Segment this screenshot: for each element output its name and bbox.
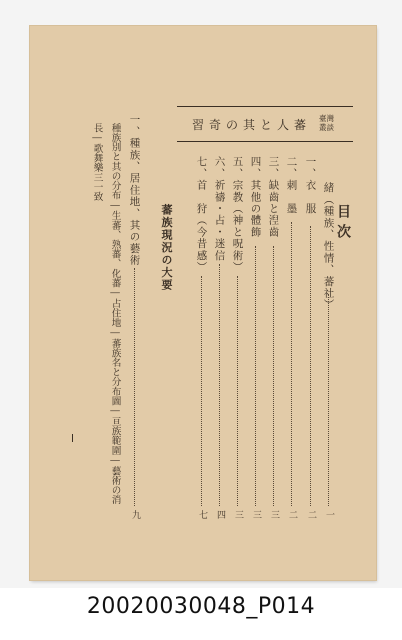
section-item-title: 一、種族、居住地、其の藝術 [128,114,141,267]
toc-page-clothing: 二 [306,510,316,519]
book-title: 蕃人と其の奇習 [191,118,311,132]
toc-entry-tattoo: 二、刺 墨 [285,156,298,215]
series-name [319,114,345,132]
series-name-line-1: 臺灣 [319,114,334,123]
book-page [30,26,376,580]
toc-leader-religion [237,276,238,506]
toc-entry-headhunting: 七、首 狩（今昔感） [195,156,208,273]
section-heading: 蕃族現況の大要 [160,204,173,292]
toc-page-headhunting: 七 [197,510,207,519]
section-leader [134,268,135,506]
stray-mark [72,434,73,442]
contents-heading: 目次 [335,204,351,244]
section-item-detail: 種族別と其の分布―生蕃、熟蕃、化蕃―占住地―蕃族名と分布圖―亘族範圍―藝術の消 [109,123,121,505]
toc-page-intro: 一 [324,510,334,519]
toc-entry-prayer: 六、祈禱・占・迷信 [213,156,226,262]
toc-entry-ornaments: 四、其他の體飾 [249,156,262,238]
toc-page-religion: 三 [233,510,243,519]
toc-leader-ornaments [255,246,256,506]
toc-leader-teeth [273,246,274,506]
toc-leader-tattoo [291,222,292,506]
toc-page-ornaments: 三 [251,510,261,519]
toc-page-teeth: 三 [269,510,279,519]
toc-leader-intro [328,294,329,506]
toc-entry-intro: 緒（種族、性情、蕃社） [322,182,335,311]
toc-leader-prayer [219,264,220,506]
book-title-box [177,106,353,142]
toc-leader-headhunting [201,276,202,506]
toc-page-prayer: 四 [215,510,225,519]
toc-entry-clothing: 一、衣 服 [304,156,317,215]
toc-page-tattoo: 二 [287,510,297,519]
series-name-line-2: 叢談 [319,123,334,132]
toc-entry-religion: 五、宗教（神と呪術） [231,156,244,273]
section-page: 九 [130,510,140,519]
toc-leader-clothing [310,226,311,506]
image-caption: 20020030048_P014 [86,594,316,619]
section-item-detail-cont: 長―歌舞樂三一致 [91,123,103,202]
toc-entry-teeth: 三、缺齒と湼齒 [267,156,280,238]
